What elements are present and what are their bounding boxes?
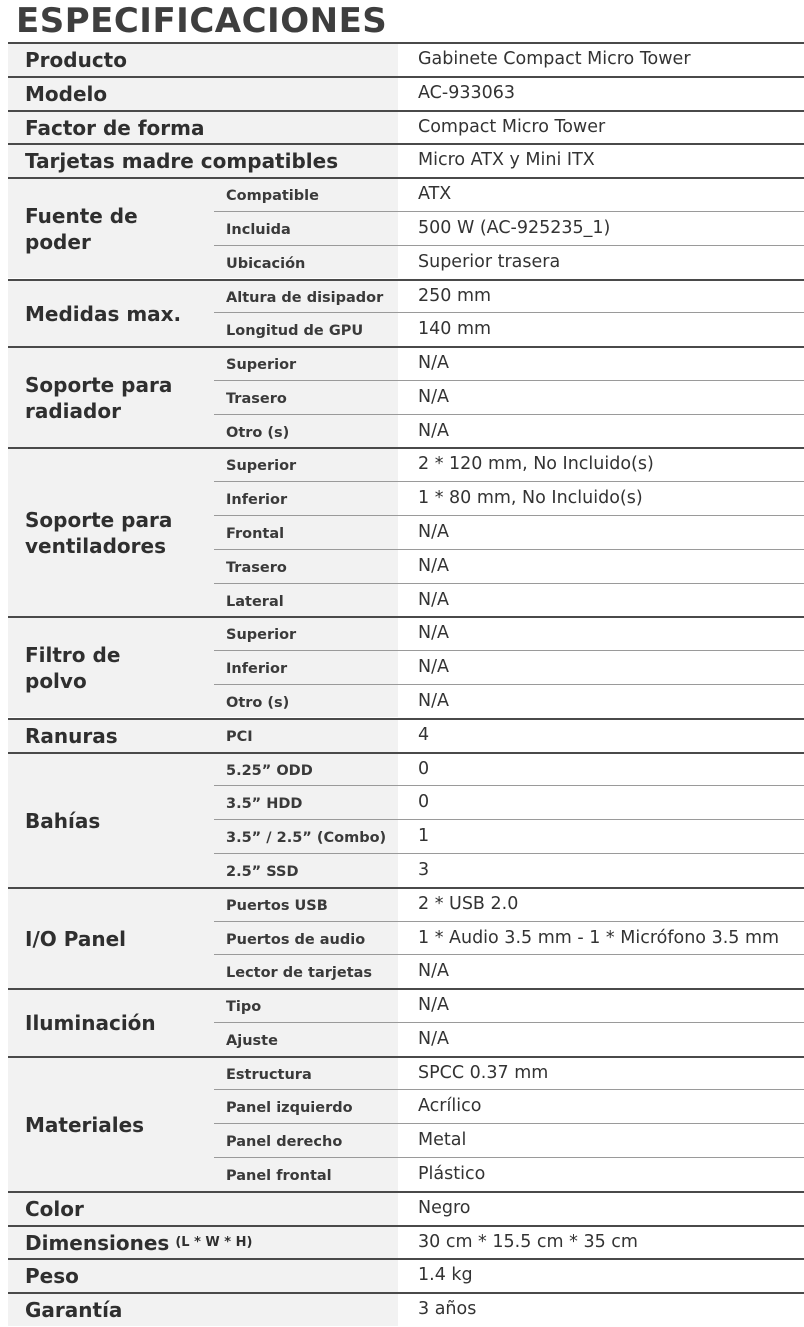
category-text: Materiales <box>25 1112 145 1137</box>
spec-sublabel: PCI <box>226 729 253 745</box>
spec-sublabel: Ubicación <box>226 256 306 272</box>
spec-sublabel: Lector de tarjetas <box>226 965 373 981</box>
spec-sublabel: Puertos de audio <box>226 932 366 948</box>
spec-sublabel: Lateral <box>226 594 284 610</box>
spec-value: N/A <box>418 995 449 1015</box>
spec-sublabel: Superior <box>226 627 297 643</box>
category-text: Bahías <box>25 808 101 833</box>
category-text: Garantía <box>25 1298 123 1322</box>
spec-sublabel: Altura de disipador <box>226 290 384 306</box>
spec-sublabel: Inferior <box>226 492 288 508</box>
category-label <box>25 77 395 111</box>
spec-value: Gabinete Compact Micro Tower <box>418 49 691 69</box>
spec-sublabel: Panel frontal <box>226 1168 332 1184</box>
spec-value: N/A <box>418 623 449 643</box>
spec-value: 1 * 80 mm, No Incluido(s) <box>418 488 643 508</box>
category-text: Soporte para ventiladores <box>25 507 173 558</box>
spec-value: 4 <box>418 725 430 745</box>
category-text: Soporte para radiador <box>25 372 173 423</box>
spec-sublabel: Otro (s) <box>226 425 290 441</box>
spec-value: Metal <box>418 1130 467 1150</box>
spec-sublabel: Puertos USB <box>226 898 328 914</box>
spec-sublabel: 5.25” ODD <box>226 763 313 779</box>
spec-sublabel: Panel izquierdo <box>226 1100 353 1116</box>
spec-sublabel: Panel derecho <box>226 1134 343 1150</box>
spec-sublabel: Superior <box>226 458 297 474</box>
spec-sublabel: Compatible <box>226 188 319 204</box>
spec-value: N/A <box>418 1029 449 1049</box>
spec-sublabel: Tipo <box>226 999 262 1015</box>
spec-value: N/A <box>418 590 449 610</box>
category-text: Peso <box>25 1264 79 1288</box>
category-text: Color <box>25 1197 84 1221</box>
spec-sublabel: Trasero <box>226 560 287 576</box>
category-text: Ranuras <box>25 724 118 748</box>
spec-sublabel: Trasero <box>226 391 287 407</box>
category-label <box>25 1259 395 1293</box>
spec-sublabel: Frontal <box>226 526 285 542</box>
spec-sublabel: Longitud de GPU <box>226 323 364 339</box>
category-label <box>25 1192 395 1226</box>
spec-value: 0 <box>418 792 430 812</box>
spec-sublabel: Superior <box>226 357 297 373</box>
specifications-table <box>8 42 804 1326</box>
category-label <box>25 43 395 77</box>
category-text: Tarjetas madre compatibles <box>25 149 339 173</box>
category-text: Producto <box>25 48 127 72</box>
category-note: (L * W * H) <box>175 1235 253 1250</box>
category-label <box>25 144 395 178</box>
spec-value: 3 años <box>418 1299 477 1319</box>
category-text: Filtro de polvo <box>25 642 121 693</box>
spec-value: Negro <box>418 1198 471 1218</box>
category-text: Dimensiones <box>25 1231 170 1255</box>
spec-value: 140 mm <box>418 319 492 339</box>
spec-value: N/A <box>418 387 449 407</box>
spec-value: 2 * 120 mm, No Incluido(s) <box>418 454 654 474</box>
spec-value: 0 <box>418 759 430 779</box>
spec-value: 2 * USB 2.0 <box>418 894 519 914</box>
spec-value: N/A <box>418 657 449 677</box>
category-text: I/O Panel <box>25 926 126 951</box>
spec-value: N/A <box>418 353 449 373</box>
spec-value: 250 mm <box>418 286 492 306</box>
spec-sublabel: 2.5” SSD <box>226 864 299 880</box>
spec-value: N/A <box>418 961 449 981</box>
category-text: Factor de forma <box>25 116 205 140</box>
spec-value: 3 <box>418 860 430 880</box>
spec-sublabel: Incluida <box>226 222 291 238</box>
spec-sublabel: Otro (s) <box>226 695 290 711</box>
spec-value: N/A <box>418 522 449 542</box>
spec-sublabel: Inferior <box>226 661 288 677</box>
spec-sublabel: 3.5” / 2.5” (Combo) <box>226 830 387 846</box>
spec-value: N/A <box>418 556 449 576</box>
category-text: Modelo <box>25 82 108 106</box>
spec-sublabel: Ajuste <box>226 1033 278 1049</box>
category-label <box>25 111 395 145</box>
spec-value: Superior trasera <box>418 252 561 272</box>
category-label <box>25 1293 395 1327</box>
spec-value: Plástico <box>418 1164 486 1184</box>
spec-value: 500 W (AC-925235_1) <box>418 218 611 238</box>
spec-value: ATX <box>418 184 452 204</box>
spec-value: 1 * Audio 3.5 mm - 1 * Micrófono 3.5 mm <box>418 928 780 948</box>
spec-value: 1 <box>418 826 430 846</box>
category-text: Medidas max. <box>25 302 182 326</box>
spec-value: N/A <box>418 691 449 711</box>
spec-value: Acrílico <box>418 1096 482 1116</box>
spec-sublabel: Estructura <box>226 1067 312 1083</box>
spec-value: Micro ATX y Mini ITX <box>418 150 595 170</box>
category-text: Fuente de poder <box>25 203 138 254</box>
spec-sublabel: 3.5” HDD <box>226 796 303 812</box>
spec-value: Compact Micro Tower <box>418 117 606 137</box>
spec-value: 1.4 kg <box>418 1265 473 1285</box>
spec-value: SPCC 0.37 mm <box>418 1063 549 1083</box>
spec-value: 30 cm * 15.5 cm * 35 cm <box>418 1232 638 1252</box>
spec-value: AC-933063 <box>418 83 516 103</box>
page-title: ESPECIFICACIONES <box>16 1 388 41</box>
category-text: Iluminación <box>25 1011 156 1035</box>
category-label <box>25 1226 395 1260</box>
spec-value: N/A <box>418 421 449 441</box>
